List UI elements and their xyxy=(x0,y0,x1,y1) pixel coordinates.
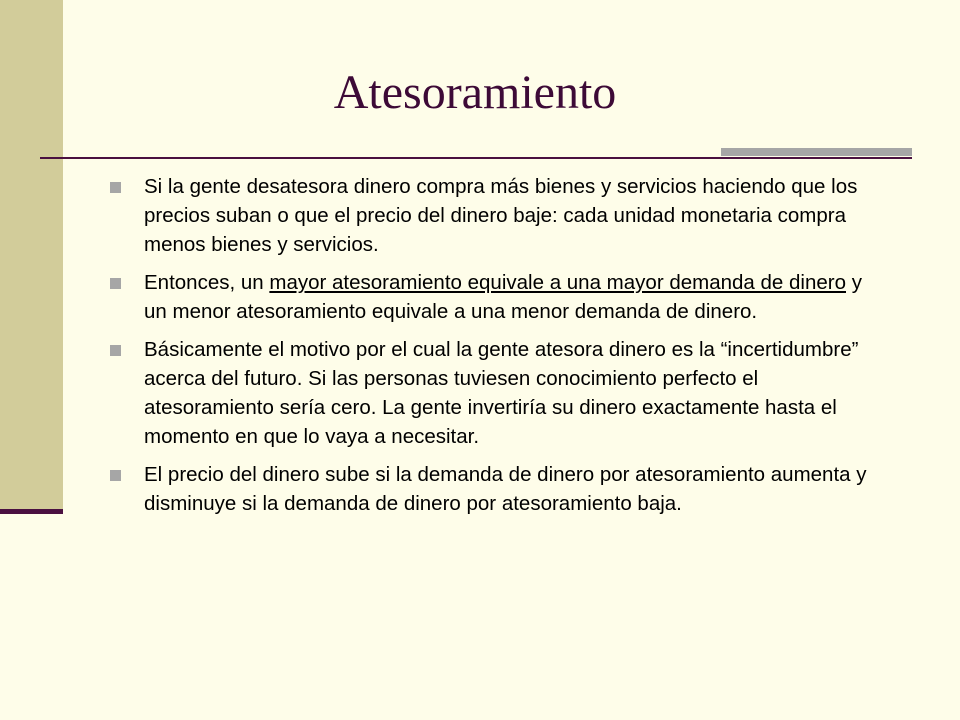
bullet-text: El precio del dinero sube si la demanda de dinero por atesoramiento aumenta y disminuye si la demanda de dinero por atesoramiento baja. xyxy=(144,463,867,515)
square-bullet-icon xyxy=(110,278,121,289)
bullet-text: Si la gente desatesora dinero compra más bienes y servicios haciendo que los precios suban o que el precio del dinero baje: cada unidad monetaria compra menos bienes y servicios. xyxy=(144,175,858,256)
slide-title: Atesoramiento xyxy=(333,66,617,119)
square-bullet-icon xyxy=(110,470,121,481)
bullet-item xyxy=(110,460,880,518)
title-rule xyxy=(40,157,912,159)
title-rule-accent xyxy=(721,148,912,156)
square-bullet-icon xyxy=(110,345,121,356)
bullet-text-after: y un menor atesoramiento equivale a una menor demanda de dinero. xyxy=(144,271,862,323)
bullet-item xyxy=(110,172,880,259)
bullet-text-underlined: mayor atesoramiento equivale a una mayor demanda de dinero xyxy=(269,271,846,294)
square-bullet-icon xyxy=(110,182,121,193)
bullet-text: Básicamente el motivo por el cual la gente atesora dinero es la “incertidumbre” acerca del futuro. Si las personas tuviesen conocimiento perfecto el atesoramiento sería cero. La gente invertiría su dinero exactamente hasta el momento en que lo vaya a necesitar. xyxy=(144,338,859,448)
bullet-item xyxy=(110,268,880,326)
bullet-text-before: Entonces, un xyxy=(144,271,270,294)
left-bar-underline xyxy=(0,509,63,514)
bullet-list xyxy=(110,172,880,527)
bullet-item xyxy=(110,335,880,451)
